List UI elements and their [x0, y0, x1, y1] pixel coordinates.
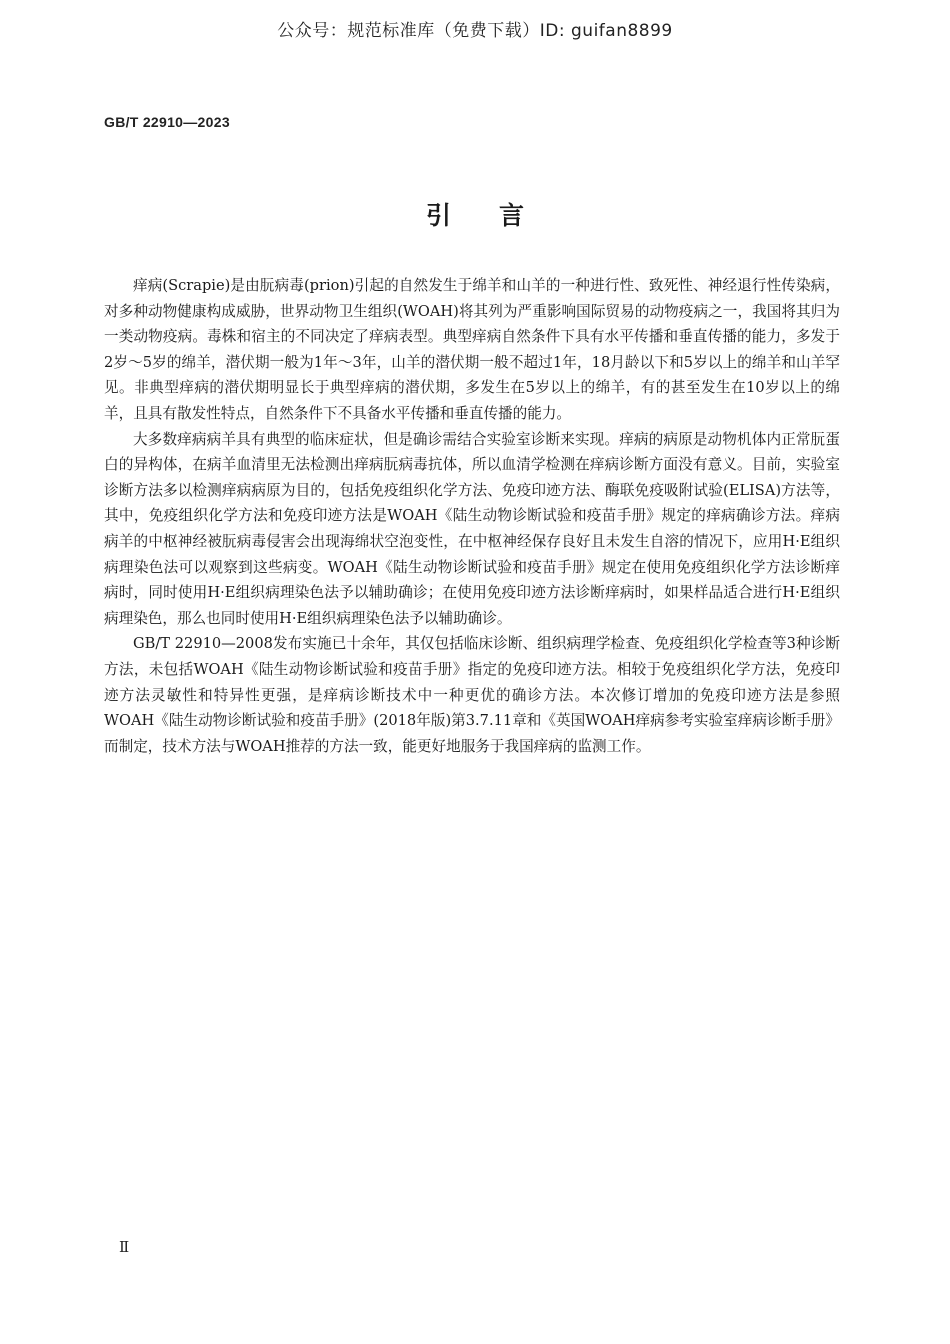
paragraph-3: GB/T 22910—2008发布实施已十余年，其仅包括临床诊断、组织病理学检查、免疫组织化学检查等3种诊断方法，未包括WOAH《陆生动物诊断试验和疫苗手册》指定的免疫印迹方法。相较于免疫组织化学方法，免疫印迹方法灵敏性和特异性更强，是痒病诊断技术中一种更优的确诊方法。本次修订增加的免疫印迹方法是参照WOAH《陆生动物诊断试验和疫苗手册》(2018年版)第3.7.11章和《英国WOAH痒病参考实验室痒病诊断手册》而制定，技术方法与WOAH推荐的方法一致，能更好地服务于我国痒病的监测工作。	[104, 635, 840, 755]
standard-code: GB/T 22910—2023	[104, 114, 230, 130]
page-title: 引言	[425, 201, 572, 230]
top-watermark: 公众号：规范标准库（免费下载）ID: guifan8899	[277, 21, 673, 41]
page-number: Ⅱ	[119, 1240, 130, 1256]
paragraph-2: 大多数痒病病羊具有典型的临床症状，但是确诊需结合实验室诊断来实现。痒病的病原是动物机体内正常朊蛋白的异构体，在病羊血清里无法检测出痒病朊病毒抗体，所以血清学检测在痒病诊断方面没有意义。目前，实验室诊断方法多以检测痒病病原为目的，包括免疫组织化学方法、免疫印迹方法、酶联免疫吸附试验(ELISA)方法等，其中，免疫组织化学方法和免疫印迹方法是WOAH《陆生动物诊断试验和疫苗手册》规定的痒病确诊方法。痒病病羊的中枢神经被朊病毒侵害会出现海绵状空泡变性，在中枢神经保存良好且未发生自溶的情况下，应用H·E组织病理染色法可以观察到这些病变。WOAH《陆生动物诊断试验和疫苗手册》规定在使用免疫组织化学方法诊断痒病时，同时使用H·E组织病理染色法予以辅助确诊；在使用免疫印迹方法诊断痒病时，如果样品适合进行H·E组织病理染色，那么也同时使用H·E组织病理染色法予以辅助确诊。	[104, 430, 840, 627]
paragraph-1: 痒病(Scrapie)是由朊病毒(prion)引起的自然发生于绵羊和山羊的一种进行性、致死性、神经退行性传染病，对多种动物健康构成威胁，世界动物卫生组织(WOAH)将其列为严重影响国际贸易的动物疫病之一，我国将其归为一类动物疫病。毒株和宿主的不同决定了痒病表型。典型痒病自然条件下具有水平传播和垂直传播的能力，多发于2岁～5岁的绵羊，潜伏期一般为1年～3年，山羊的潜伏期一般不超过1年，18月龄以下和5岁以上的绵羊和山羊罕见。非典型痒病的潜伏期明显长于典型痒病的潜伏期，多发生在5岁以上的绵羊，有的甚至发生在10岁以上的绵羊，且具有散发性特点，自然条件下不具备水平传播和垂直传播的能力。	[104, 277, 840, 422]
introduction-body	[104, 273, 840, 759]
